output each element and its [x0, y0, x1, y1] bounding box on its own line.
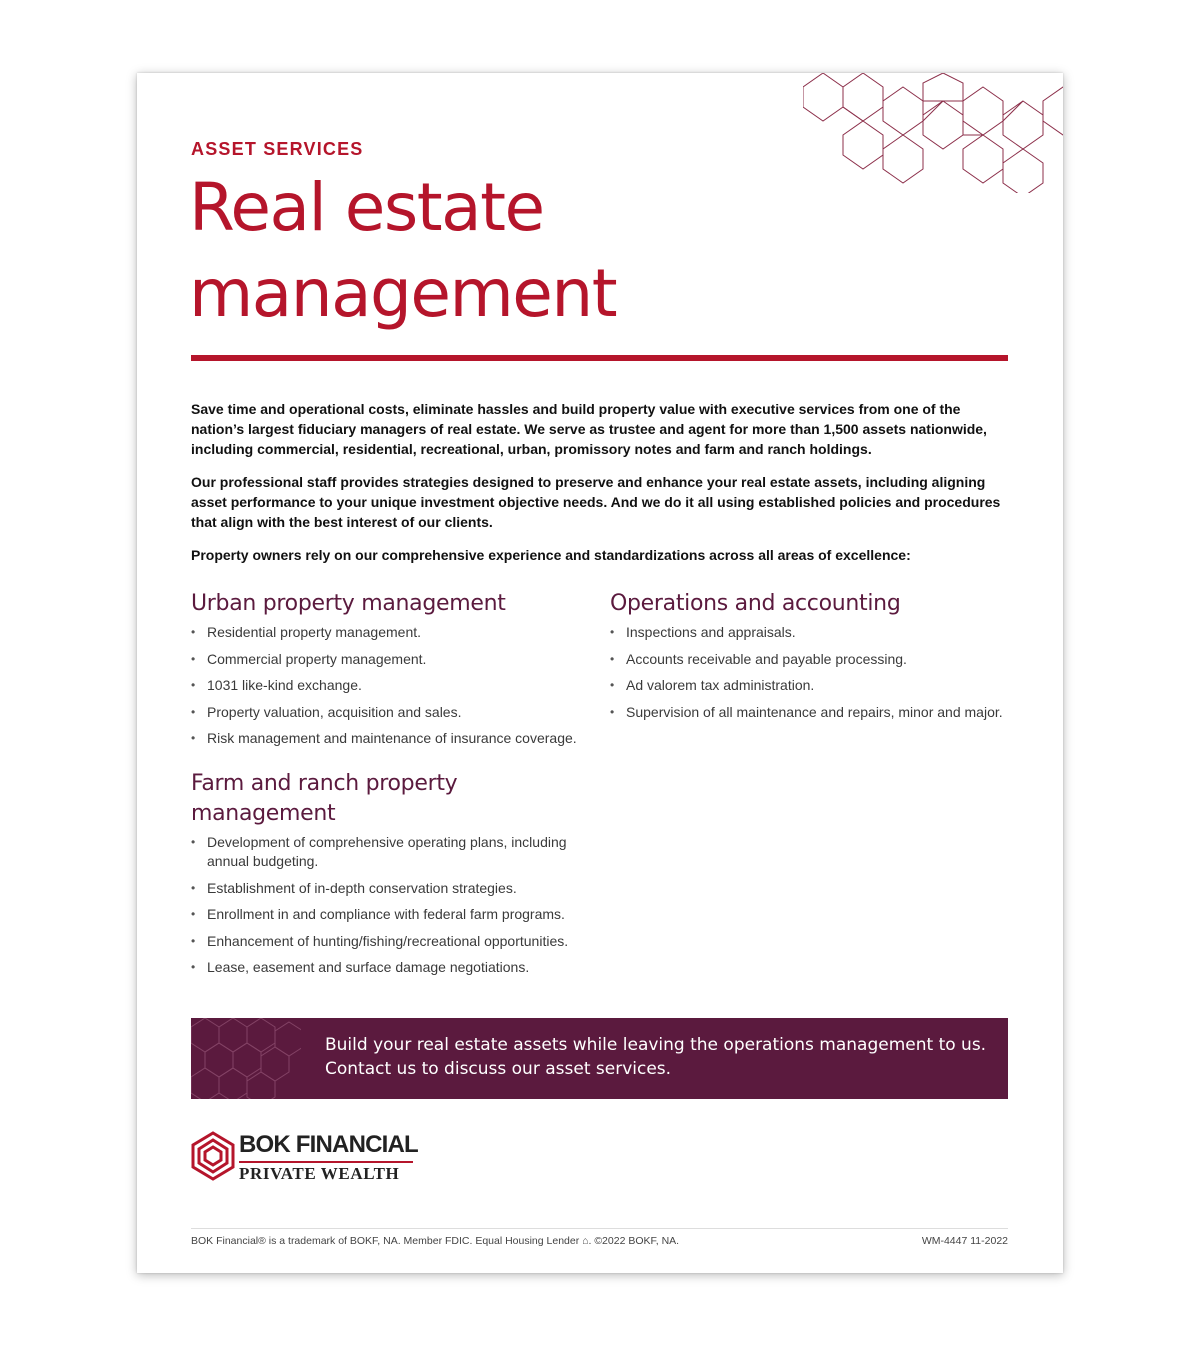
bullet-icon: •	[191, 960, 196, 974]
intro-paragraph: Our professional staff provides strategies designed to preserve and enhance your real estate assets, including aligning asset performance to your unique investment objective needs. And we do it all using established policies and procedures that align with the best interest of our clients.	[191, 474, 1001, 530]
list-item: • Ad valorem tax administration.	[610, 676, 1020, 696]
title-divider	[191, 355, 1008, 361]
urban-list	[191, 623, 591, 749]
bullet-icon: •	[191, 933, 196, 948]
intro-paragraph: Property owners rely on our comprehensive experience and standardizations across all areas of excellence:	[191, 547, 911, 563]
list-item: • Lease, easement and surface damage negotiations.	[191, 958, 591, 978]
list-item: • Inspections and appraisals.	[610, 623, 1020, 643]
document-page	[137, 73, 1063, 1273]
right-column	[610, 589, 1020, 729]
footer-divider	[191, 1228, 1008, 1229]
section-heading-urban: Urban property management	[191, 591, 506, 616]
bullet-icon: •	[191, 625, 196, 639]
intro-text	[191, 399, 1011, 578]
bok-financial-logo	[191, 1131, 451, 1183]
bullet-icon: •	[191, 731, 196, 745]
banner-message	[325, 1033, 995, 1081]
list-item: • Enrollment in and compliance with federal farm programs.	[191, 905, 591, 925]
section-heading-farm: Farm and ranch property management	[191, 770, 458, 826]
list-item: • Accounts receivable and payable processing.	[610, 650, 1020, 670]
list-item: • Commercial property management.	[191, 650, 591, 670]
bullet-icon: •	[191, 678, 196, 692]
left-column	[191, 589, 591, 985]
banner-line: Build your real estate assets while leaving the operations management to us.	[325, 1035, 987, 1055]
call-to-action-banner	[191, 1018, 1008, 1099]
list-item: • Property valuation, acquisition and sales.	[191, 703, 591, 723]
bullet-icon: •	[610, 651, 615, 666]
list-item: • Risk management and maintenance of insurance coverage.	[191, 729, 591, 749]
bok-logo-mark-icon	[191, 1131, 235, 1181]
operations-list	[610, 623, 1020, 722]
list-item: • Establishment of in-depth conservation strategies.	[191, 879, 591, 899]
bullet-icon: •	[191, 704, 196, 719]
bullet-icon: •	[191, 834, 196, 849]
section-heading-operations: Operations and accounting	[610, 591, 901, 616]
logo-subtitle: PRIVATE WEALTH	[239, 1164, 400, 1183]
page-title: Real estate management	[189, 169, 617, 332]
banner-line: Contact us to discuss our asset services.	[325, 1059, 672, 1079]
logo-divider	[239, 1161, 413, 1163]
bullet-icon: •	[191, 651, 196, 666]
footer-disclaimer: BOK Financial® is a trademark of BOKF, NA. Member FDIC. Equal Housing Lender ⌂. ©2022 BOKF, NA.	[191, 1235, 680, 1247]
section-eyebrow: ASSET SERVICES	[191, 139, 364, 159]
list-item: • Residential property management.	[191, 623, 591, 643]
bullet-icon: •	[610, 704, 615, 719]
intro-paragraph: Save time and operational costs, eliminate hassles and build property value with executive services from one of the nation’s largest fiduciary managers of real estate. We serve as trustee and agent for more than 1,500 assets nationwide, including commercial, residential, recreational, urban, promissory notes and farm and ranch holdings.	[191, 401, 987, 457]
list-item: • Supervision of all maintenance and repairs, minor and major.	[610, 703, 1020, 723]
farm-list	[191, 833, 591, 978]
geometric-pattern-decoration	[191, 1018, 301, 1099]
bullet-icon: •	[610, 625, 615, 639]
bullet-icon: •	[191, 907, 196, 921]
footer-document-code: WM-4447 11-2022	[921, 1235, 1008, 1247]
bullet-icon: •	[191, 880, 196, 895]
logo-wordmark: BOK FINANCIAL	[239, 1131, 418, 1158]
bullet-icon: •	[610, 678, 615, 692]
list-item: • 1031 like-kind exchange.	[191, 676, 591, 696]
list-item: • Enhancement of hunting/fishing/recreational opportunities.	[191, 932, 591, 952]
list-item: • Development of comprehensive operating plans, including annual budgeting.	[191, 833, 567, 869]
